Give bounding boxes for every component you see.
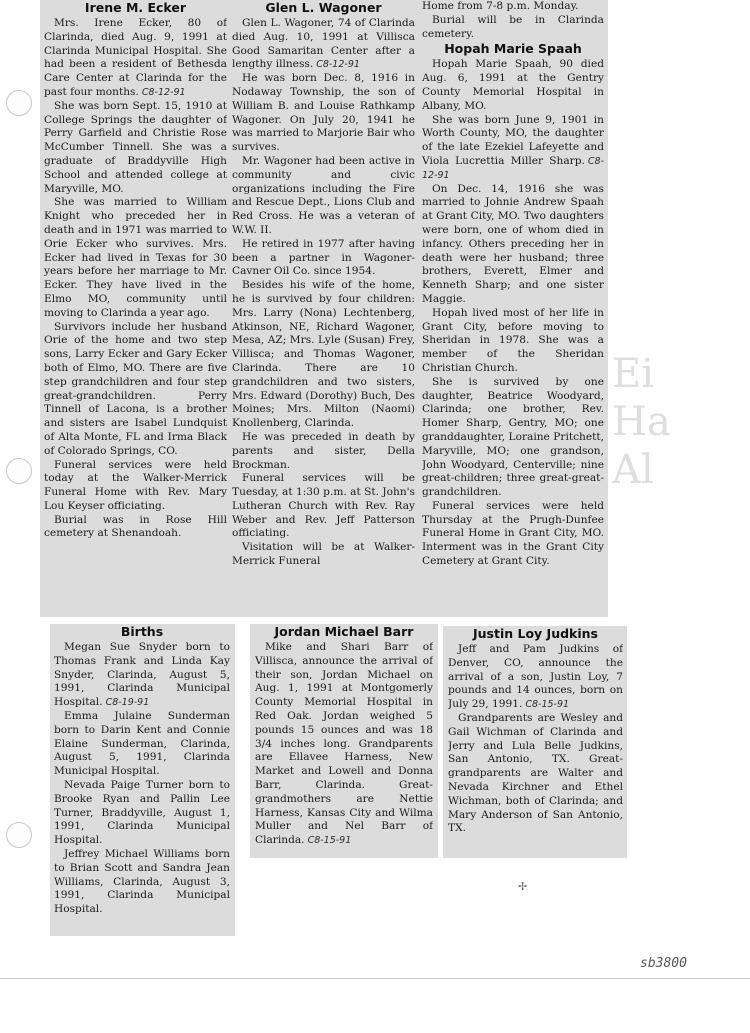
obituary-paragraph: Glen L. Wagoner, 74 of Clarinda died Aug. 10, 1991 at Villisca Good Samaritan Center after a lengthy illness. C8-12-91 xyxy=(232,17,415,71)
obituary-paragraph: He retired in 1977 after having been a partner in Wagoner-Cavner Oil Co. since 1954. xyxy=(232,237,415,278)
obituary-paragraph: He was preceded in death by parents and sister, Della Brockman. xyxy=(232,430,415,471)
birth-announcement: Grandparents are Wesley and Gail Wichman of Clarinda and Jerry and Lula Belle Judkins, San Antonio, TX. Great-grandparents are Walter and Nevada Kirchner and Ethel Wichman, both of Clarinda; and Mary Anderson of San Antonio, TX. xyxy=(448,711,623,835)
obituary-paragraph: She is survived by one daughter, Beatrice Woodyard, Clarinda; one brother, Rev. Homer Sharp, Gentry, MO; one granddaughter, Loraine Pritchett, Maryville, MO; one grandson, John Woodyard, Centerville; nine great-children; three great-great-grandchildren. xyxy=(422,375,604,499)
page-bottom-line xyxy=(0,978,750,979)
obituary-paragraph: Mr. Wagoner had been active in community and civic organizations including the Fire and Rescue Dept., Lions Club and Red Cross. He was a veteran of W.W. II. xyxy=(232,154,415,236)
births-clipping xyxy=(50,624,235,936)
obituary-paragraph: She was born Sept. 15, 1910 at College Springs the daughter of Perry Garfield and Christie Rose McCumber Tinnell. She was a graduate of Braddyville High School and attended college at Maryville, MO. xyxy=(44,99,227,195)
birth-announcement: Emma Julaine Sunderman born to Darin Kent and Connie Elaine Sunderman, Clarinda, August 5, 1991, Clarinda Municipal Hospital. xyxy=(54,709,230,778)
birth-headline: Justin Loy Judkins xyxy=(473,626,598,641)
bleed-through-marks: Ei Ha Al xyxy=(612,351,671,493)
obituary-column-spaah xyxy=(422,0,604,569)
births-column xyxy=(54,624,230,917)
obituary-paragraph: Funeral services will be Tuesday, at 1:30 p.m. at St. John's Lutheran Church with Rev. Ray Weber and Rev. Jeff Patterson officiating. xyxy=(232,472,415,540)
obituary-paragraph: Funeral services were held Thursday at the Prugh-Dunfee Funeral Home in Grant City, MO. Interment was in the Grant City Cemetery at Grant City. xyxy=(422,499,604,568)
obituary-paragraph: She was married to William Knight who preceded her in death and in 1971 was married to Orie Ecker who survives. Mrs. Ecker had lived in Texas for 30 years before her marriage to Mr. Ecker. They have lived in the Elmo MO, community until moving to Clarinda a year ago. xyxy=(44,196,227,319)
handwritten-date-note: C8-15-91 xyxy=(525,699,570,711)
barr-column xyxy=(255,624,433,848)
obituary-paragraph: Hopah lived most of her life in Grant City, before moving to Sheridan in 1978. She was a member of the Sheridan Christian Church. xyxy=(422,306,604,374)
birth-announcement: Megan Sue Snyder born to Thomas Frank and Linda Kay Snyder, Clarinda, August 5, 1991, Clarinda Municipal Hospital. C8-19-91 xyxy=(54,641,230,709)
obituary-continuation: Burial will be in Clarinda cemetery. xyxy=(422,13,604,40)
obituary-paragraph: Funeral services were held today at the Walker-Merrick Funeral Home with Rev. Mary Lou Keyser officiating. xyxy=(44,458,227,512)
handwritten-date-note: C8-12-91 xyxy=(316,59,360,71)
obituary-paragraph: Burial was in Rose Hill cemetery at Shenandoah. xyxy=(44,513,227,540)
stray-mark: ✢ xyxy=(518,880,528,893)
births-headline: Births xyxy=(120,624,164,639)
obituary-headline: Irene M. Ecker xyxy=(84,0,187,15)
obituary-paragraph: Survivors include her husband Orie of the home and two step sons, Larry Ecker and Gary Ecker both of Elmo, MO. There are five step grandchildren and four step great-grandchildren. Perry Tinnell of Lacona, is a brother and sisters are Isabel Lundquist of Alta Monte, FL and Irma Black of Colorado Springs, CO. xyxy=(44,320,227,457)
handwritten-date-note: C8-19-91 xyxy=(105,697,150,709)
handwritten-date-note: C8-12-91 xyxy=(422,155,604,181)
obituary-paragraph: Mrs. Irene Ecker, 80 of Clarinda, died Aug. 9, 1991 at Clarinda Municipal Hospital. She had been a resident of Bethesda Care Center at Clarinda for the past four months. C8-12-91 xyxy=(44,17,227,98)
sb-code-label: sb3800 xyxy=(640,956,687,971)
punch-hole-middle xyxy=(6,458,32,484)
handwritten-date-note: C8-12-91 xyxy=(141,86,186,98)
obituary-column-ecker xyxy=(44,0,227,541)
birth-announcement: Jeffrey Michael Williams born to Brian Scott and Sandra Jean Williams, Clarinda, August 3, 1991, Clarinda Municipal Hospital. xyxy=(54,847,230,916)
obituary-paragraph: Besides his wife of the home, he is survived by four children: Mrs. Larry (Nona) Lechtenberg, Atkinson, NE, Richard Wagoner, Mesa, AZ; Mrs. Lyle (Susan) Frey, Villisca; and Thomas Wagoner, Clarinda. There are 10 grandchildren and two sisters, Mrs. Edward (Dorothy) Buch, Des Moines; Mrs. Milton (Naomi) Knollenberg, Clarinda. xyxy=(232,279,415,430)
obituary-paragraph: On Dec. 14, 1916 she was married to Johnie Andrew Spaah at Grant City, MO. Two daughters were born, one of whom died in infancy. Others preceding her in death were her husband; three brothers, Everett, Elmer and Kenneth Sharp; and one sister Maggie. xyxy=(422,182,604,305)
obituary-paragraph: Visitation will be at Walker-Merrick Funeral xyxy=(232,541,415,568)
birth-headline: Jordan Michael Barr xyxy=(274,624,414,639)
barr-clipping xyxy=(250,624,438,858)
punch-hole-bottom xyxy=(6,822,32,848)
obituary-paragraph: Hopah Marie Spaah, 90 died Aug. 6, 1991 at the Gentry County Memorial Hospital in Albany, MO. xyxy=(422,58,604,112)
obituary-column-wagoner xyxy=(232,0,415,569)
obituary-paragraph: He was born Dec. 8, 1916 in Nodaway Township, the son of William B. and Louise Rathkamp Wagoner. On July 20, 1941 he was married to Marjorie Bair who survives. xyxy=(232,72,415,154)
obituary-continuation: Home from 7-8 p.m. Monday. xyxy=(422,0,579,12)
birth-announcement: Jeff and Pam Judkins of Denver, CO, announce the arrival of a son, Justin Loy, 7 pounds and 14 ounces, born on July 29, 1991. C8-15-91 xyxy=(448,643,623,711)
judkins-clipping xyxy=(443,626,627,858)
handwritten-date-note: C8-15-91 xyxy=(307,835,352,847)
judkins-column xyxy=(448,626,623,836)
obituary-headline: Glen L. Wagoner xyxy=(265,0,382,15)
birth-announcement: Mike and Shari Barr of Villisca, announce the arrival of their son, Jordan Michael on Aug. 1, 1991 at Montgomerly County Memorial Hospital in Red Oak. Jordan weighed 5 pounds 15 ounces and was 18 3/4 inches long. Grandparents are Ellavee Harness, New Market and Lowell and Donna Barr, Clarinda. Great-grandmothers are Nettie Harness, Kansas City and Wilma Muller and Nel Barr of Clarinda. C8-15-91 xyxy=(255,641,433,847)
obituaries-clipping xyxy=(40,0,608,617)
punch-hole-top xyxy=(6,90,32,116)
birth-announcement: Nevada Paige Turner born to Brooke Ryan and Pallin Lee Turner, Braddyville, August 1, 1991, Clarinda Municipal Hospital. xyxy=(54,778,230,847)
obituary-paragraph: She was born June 9, 1901 in Worth County, MO, the daughter of the late Ezekiel Lafeyette and Viola Lucrettia Miller Sharp. C8-12-91 xyxy=(422,113,604,181)
obituary-headline: Hopah Marie Spaah xyxy=(444,41,582,57)
